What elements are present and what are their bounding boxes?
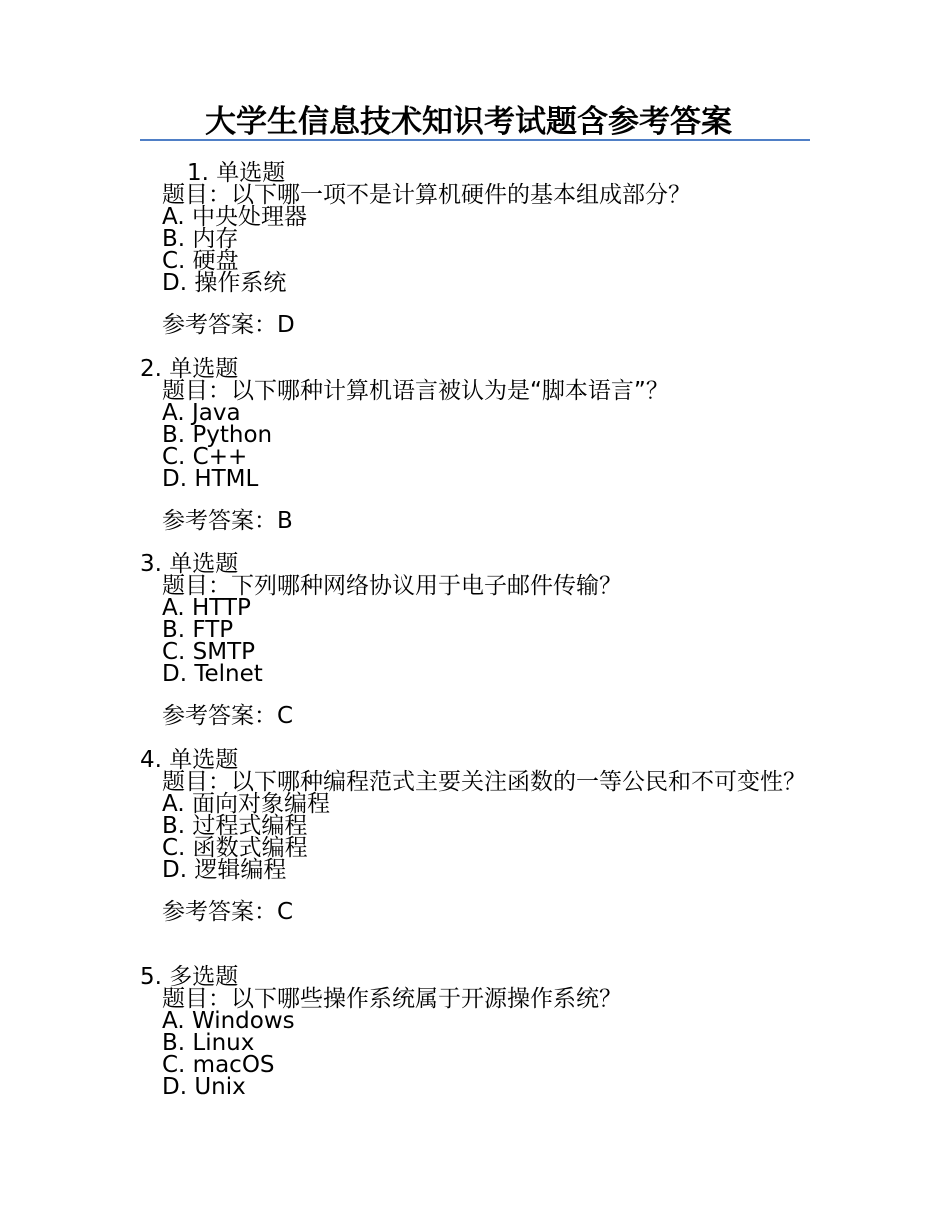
option-d: D. Unix bbox=[162, 1074, 246, 1100]
question-type: 2. 单选题 bbox=[140, 356, 239, 382]
question-type: 5. 多选题 bbox=[140, 964, 239, 990]
option-c: C. 硬盘 bbox=[162, 248, 239, 274]
question-type: 1. 单选题 bbox=[187, 160, 286, 186]
option-b: B. 过程式编程 bbox=[162, 813, 308, 839]
question-3 bbox=[140, 553, 810, 727]
option-b: B. 内存 bbox=[162, 226, 239, 252]
title-underline bbox=[140, 139, 810, 141]
reference-answer: 参考答案：C bbox=[162, 899, 294, 925]
option-a: A. 中央处理器 bbox=[162, 204, 307, 230]
question-type: 3. 单选题 bbox=[140, 551, 239, 577]
option-b: B. Python bbox=[162, 422, 273, 448]
question-type: 4. 单选题 bbox=[140, 747, 239, 773]
option-a: A. Windows bbox=[162, 1008, 295, 1034]
option-b: B. FTP bbox=[162, 617, 234, 643]
option-a: A. Java bbox=[162, 400, 241, 426]
question-2 bbox=[140, 358, 810, 532]
option-a: A. 面向对象编程 bbox=[162, 791, 330, 817]
question-4 bbox=[140, 749, 810, 923]
option-c: C. macOS bbox=[162, 1052, 275, 1078]
question-stem: 题目：以下哪一项不是计算机硬件的基本组成部分？ bbox=[162, 182, 691, 208]
question-stem: 题目：以下哪种计算机语言被认为是“脚本语言”？ bbox=[162, 378, 669, 404]
reference-answer: 参考答案：D bbox=[162, 312, 295, 338]
reference-answer: 参考答案：B bbox=[162, 508, 293, 534]
question-1 bbox=[140, 162, 810, 336]
question-stem: 题目：以下哪些操作系统属于开源操作系统？ bbox=[162, 986, 622, 1012]
option-d: D. 逻辑编程 bbox=[162, 857, 287, 883]
option-d: D. HTML bbox=[162, 466, 259, 492]
option-c: C. C++ bbox=[162, 444, 248, 470]
option-b: B. Linux bbox=[162, 1030, 255, 1056]
question-stem: 题目：以下哪种编程范式主要关注函数的一等公民和不可变性？ bbox=[162, 769, 806, 795]
reference-answer: 参考答案：C bbox=[162, 703, 294, 729]
option-d: D. 操作系统 bbox=[162, 270, 287, 296]
document-title: 大学生信息技术知识考试题含参考答案 bbox=[205, 104, 732, 140]
option-c: C. 函数式编程 bbox=[162, 835, 308, 861]
question-5 bbox=[140, 966, 810, 1098]
option-a: A. HTTP bbox=[162, 595, 251, 621]
option-d: D. Telnet bbox=[162, 661, 263, 687]
question-stem: 题目：下列哪种网络协议用于电子邮件传输？ bbox=[162, 573, 622, 599]
option-c: C. SMTP bbox=[162, 639, 256, 665]
